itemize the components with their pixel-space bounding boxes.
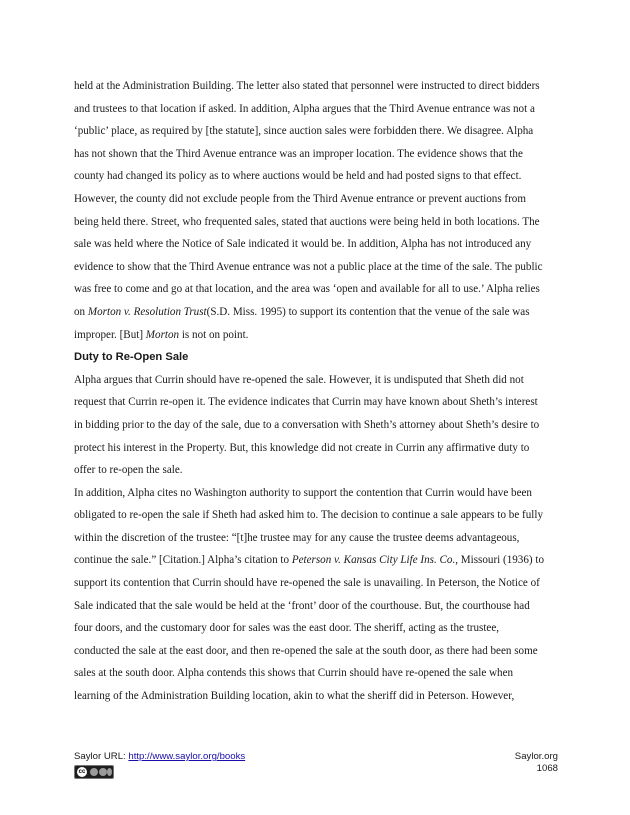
- text-line: support its contention that Currin should have re-opened the sale is unavailing. In Peterson, the Notice of: [74, 577, 540, 590]
- page-number: 1068: [536, 763, 558, 774]
- footer-right: [515, 751, 558, 775]
- text-line: held at the Administration Building. The letter also stated that personnel were instructed to direct bidders: [74, 80, 540, 92]
- text-line: learning of the Administration Building location, akin to what the sheriff did in Peterson. However,: [74, 690, 515, 703]
- text-line: protect his interest in the Property. But, this knowledge did not create in Currin any affirmative duty to: [74, 441, 530, 454]
- document-body: [74, 75, 560, 708]
- text-line: county had changed its policy as to where auctions would be held and had posted signs to that effect.: [74, 170, 522, 183]
- section-heading: Duty to Re-Open Sale: [74, 351, 189, 364]
- text-line: evidence to show that the Third Avenue entrance was not a public place at the time of the sale. The public: [74, 260, 543, 273]
- footer-source: [74, 751, 245, 763]
- text-line: In addition, Alpha cites no Washington authority to support the contention that Currin would have been: [74, 486, 532, 499]
- text-line: being held there. Street, who frequented sales, stated that auctions were being held in both locations. The: [74, 215, 540, 228]
- paragraph-duty: [74, 369, 560, 482]
- text-line: Sale indicated that the sale would be held at the ‘front’ door of the courthouse. But, the courthouse had: [74, 599, 530, 612]
- text-line: four doors, and the customary door for sales was the east door. The sheriff, acting as the trustee,: [74, 622, 500, 635]
- paragraph-authority: [74, 482, 560, 708]
- text-line: sale was held where the Notice of Sale indicated it would be. In addition, Alpha has not introduced any: [74, 238, 532, 251]
- text-line: However, the county did not exclude people from the Third Avenue entrance or prevent auctions from: [74, 192, 526, 205]
- text-line: Alpha argues that Currin should have re-opened the sale. However, it is undisputed that Sheth did not: [74, 373, 524, 386]
- paragraph-venue: [74, 75, 560, 346]
- text-line: offer to re-open the sale.: [74, 464, 183, 477]
- source-link[interactable]: http://www.saylor.org/books: [128, 751, 246, 762]
- text-line: conducted the sale at the east door, and then re-opened the sale at the south door, as there had been some: [74, 644, 538, 657]
- text-line: within the discretion of the trustee: “[t]he trustee may for any cause the trustee deems advantageous,: [74, 531, 520, 544]
- site-name: Saylor.org: [514, 751, 558, 762]
- cc-icon: cc: [78, 769, 86, 775]
- text-line: ‘public’ place, as required by [the statute], since auction sales were forbidden there. We disagree. Alpha: [74, 125, 534, 138]
- source-label: Saylor URL:: [74, 751, 129, 762]
- text-line: sales at the south door. Alpha contends this shows that Currin should have re-opened the sale when: [74, 667, 514, 680]
- text-line: improper. [But] Morton is not on point.: [74, 328, 249, 341]
- nc-icon: [99, 768, 107, 776]
- text-line: obligated to re-open the sale if Sheth had asked him to. The decision to continue a sale appears to be fully: [74, 509, 543, 522]
- text-line: and trustees to that location if asked. In addition, Alpha argues that the Third Avenue entrance was not a: [74, 102, 535, 115]
- text-line: request that Currin re-open it. The evidence indicates that Currin may have known about Sheth’s interest: [74, 396, 538, 409]
- text-line: on Morton v. Resolution Trust(S.D. Miss. 1995) to support its contention that the venue of the sale was: [74, 305, 530, 318]
- text-line: continue the sale.” [Citation.] Alpha’s citation to Peterson v. Kansas City Life Ins. Co., Missouri (1936) to: [74, 554, 544, 567]
- by-icon: [90, 768, 98, 776]
- sa-icon: [107, 768, 112, 776]
- text-line: has not shown that the Third Avenue entrance was an improper location. The evidence shows that the: [74, 147, 523, 160]
- text-line: in bidding prior to the day of the sale, due to a conversation with Sheth’s attorney about Sheth’s desire to: [74, 418, 540, 431]
- creative-commons-license-icon: [74, 765, 114, 779]
- text-line: was free to come and go at that location, and the area was ‘open and available for all to use.’ Alpha relies: [74, 283, 540, 296]
